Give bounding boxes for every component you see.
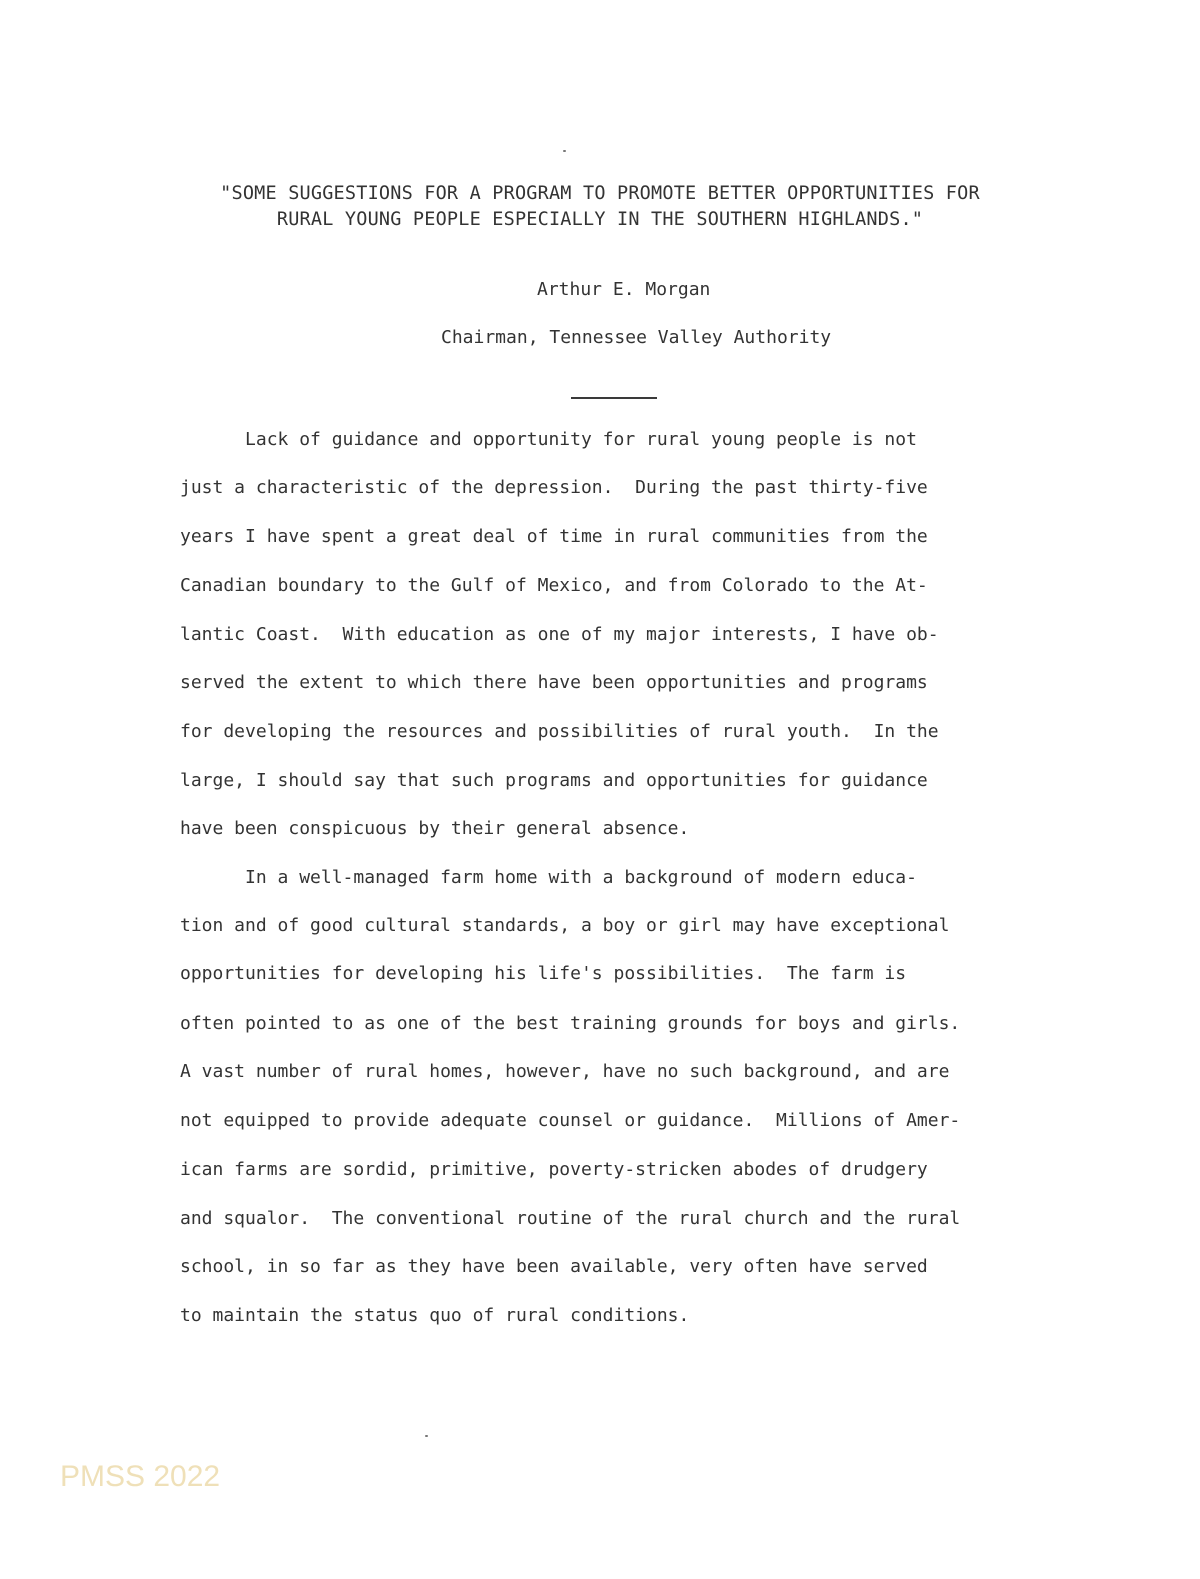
archive-watermark: PMSS 2022: [60, 1460, 221, 1493]
body-line: large, I should say that such programs and opportunities for guidance: [180, 770, 928, 791]
body-line: Canadian boundary to the Gulf of Mexico, and from Colorado to the At-: [180, 575, 928, 596]
body-line: Lack of guidance and opportunity for rural young people is not: [180, 429, 917, 450]
title-line-2: RURAL YOUNG PEOPLE ESPECIALLY IN THE SOUTHERN HIGHLANDS.": [276, 209, 924, 230]
body-line: lantic Coast. With education as one of my major interests, I have ob-: [180, 624, 939, 645]
author-name: Arthur E. Morgan: [537, 279, 711, 300]
body-line: to maintain the status quo of rural conditions.: [180, 1305, 690, 1326]
body-line: school, in so far as they have been available, very often have served: [180, 1256, 928, 1277]
body-line: years I have spent a great deal of time in rural communities from the: [180, 526, 928, 547]
scan-speck: [425, 1435, 428, 1437]
body-line: for developing the resources and possibilities of rural youth. In the: [180, 721, 939, 742]
body-line: opportunities for developing his life's possibilities. The farm is: [180, 963, 907, 984]
body-line: served the extent to which there have been opportunities and programs: [180, 672, 928, 693]
body-line: ican farms are sordid, primitive, poverty-stricken abodes of drudgery: [180, 1159, 928, 1180]
scan-speck: [563, 150, 566, 152]
title-line-1: "SOME SUGGESTIONS FOR A PROGRAM TO PROMOTE BETTER OPPORTUNITIES FOR: [220, 183, 980, 204]
body-line: often pointed to as one of the best training grounds for boys and girls.: [180, 1013, 961, 1034]
body-line: not equipped to provide adequate counsel or guidance. Millions of Amer-: [180, 1110, 961, 1131]
separator-rule: [571, 397, 657, 399]
body-line: A vast number of rural homes, however, have no such background, and are: [180, 1061, 950, 1082]
author-affiliation: Chairman, Tennessee Valley Authority: [441, 327, 832, 348]
document-title: [150, 181, 1050, 233]
body-line: In a well-managed farm home with a background of modern educa-: [180, 867, 917, 888]
body-line: have been conspicuous by their general absence.: [180, 818, 690, 839]
body-line: and squalor. The conventional routine of the rural church and the rural: [180, 1208, 961, 1229]
body-line: just a characteristic of the depression. During the past thirty-five: [180, 477, 928, 498]
body-line: tion and of good cultural standards, a boy or girl may have exceptional: [180, 915, 950, 936]
